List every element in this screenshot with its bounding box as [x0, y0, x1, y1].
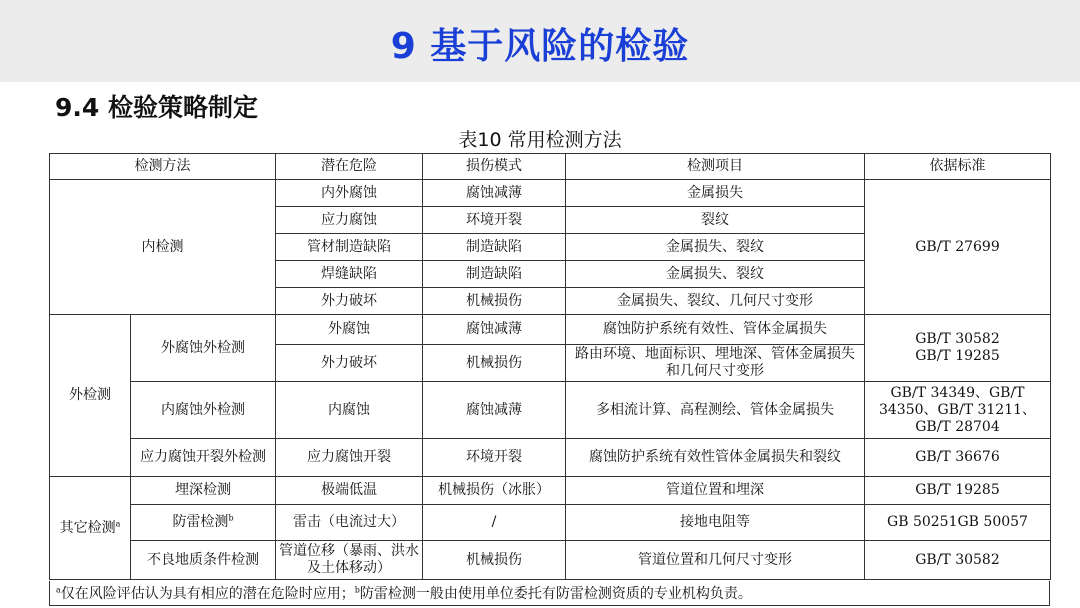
table-row [50, 541, 1051, 580]
item-cell: 金属损失、裂纹 [566, 234, 865, 261]
table-row [50, 180, 1051, 207]
item-cell: 金属损失 [566, 180, 865, 207]
item-cell: 路由环境、地面标识、埋地深、管体金属损失和几何尺寸变形 [566, 345, 865, 382]
column-header: 依据标准 [865, 154, 1051, 180]
hazard-cell: 外腐蚀 [276, 315, 423, 345]
item-cell: 金属损失、裂纹、几何尺寸变形 [566, 288, 865, 315]
method-group-label: 内检测 [50, 180, 276, 315]
hazard-cell: 外力破坏 [276, 345, 423, 382]
hazard-cell: 雷击（电流过大） [276, 505, 423, 541]
method-cell: 不良地质条件检测 [131, 541, 276, 580]
hazard-cell: 管材制造缺陷 [276, 234, 423, 261]
table-row [50, 439, 1051, 477]
damage-cell: 机械损伤 [423, 288, 566, 315]
standard-cell [865, 315, 1051, 382]
column-header: 检测项目 [566, 154, 865, 180]
footnote-text: 仅在风险评估认为具有相应的潜在危险时应用； [60, 586, 355, 602]
column-header: 损伤模式 [423, 154, 566, 180]
method-group-label [50, 477, 131, 580]
footnote-mark: a [115, 518, 121, 528]
table-row [50, 315, 1051, 345]
hazard-cell: 外力破坏 [276, 288, 423, 315]
group-label-text: 其它检测 [59, 519, 116, 536]
standard-cell: GB/T 30582 [865, 541, 1051, 580]
method-cell: 外腐蚀外检测 [131, 315, 276, 382]
table-row [50, 382, 1051, 439]
method-text: 防雷检测 [172, 514, 229, 530]
item-cell: 金属损失、裂纹 [566, 261, 865, 288]
method-cell: 应力腐蚀开裂外检测 [131, 439, 276, 477]
standard-cell: GB/T 34349、GB/T 34350、GB/T 31211、GB/T 28704 [865, 382, 1051, 439]
item-cell: 多相流计算、高程测绘、管体金属损失 [566, 382, 865, 439]
item-cell: 管道位置和几何尺寸变形 [566, 541, 865, 580]
hazard-cell: 管道位移（暴雨、洪水及土体移动） [276, 541, 423, 580]
section-heading: 9.4 检验策略制定 [55, 93, 258, 122]
standard-line: GB/T 30582 [915, 331, 1000, 347]
damage-cell: 环境开裂 [423, 439, 566, 477]
damage-cell: 腐蚀减薄 [423, 315, 566, 345]
item-cell: 接地电阻等 [566, 505, 865, 541]
footnote-mark: a [56, 585, 61, 595]
standard-cell: GB/T 27699 [865, 180, 1051, 315]
column-header: 潜在危险 [276, 154, 423, 180]
damage-cell: 机械损伤 [423, 541, 566, 580]
table-caption: 表10 常用检测方法 [458, 129, 622, 151]
table-footnote [49, 581, 1050, 606]
hazard-cell: 内腐蚀 [276, 382, 423, 439]
damage-cell: / [423, 505, 566, 541]
table-row [50, 477, 1051, 505]
damage-cell: 制造缺陷 [423, 234, 566, 261]
standard-cell: GB/T 19285 [865, 477, 1051, 505]
hazard-cell: 极端低温 [276, 477, 423, 505]
table-row [50, 505, 1051, 541]
method-cell [131, 505, 276, 541]
standard-cell: GB/T 36676 [865, 439, 1051, 477]
table-header-row [50, 154, 1051, 180]
footnote-text: 防雷检测一般由使用单位委托有防雷检测资质的专业机构负责。 [359, 586, 752, 602]
column-header: 检测方法 [50, 154, 276, 180]
method-group-label: 外检测 [50, 315, 131, 477]
inspection-methods-table [49, 153, 1051, 580]
standard-line: GB/T 19285 [915, 348, 1000, 364]
hazard-cell: 内外腐蚀 [276, 180, 423, 207]
damage-cell: 腐蚀减薄 [423, 180, 566, 207]
item-cell: 腐蚀防护系统有效性、管体金属损失 [566, 315, 865, 345]
damage-cell: 机械损伤（冰胀） [423, 477, 566, 505]
item-cell: 裂纹 [566, 207, 865, 234]
footnote-mark: b [228, 513, 234, 523]
damage-cell: 制造缺陷 [423, 261, 566, 288]
hazard-cell: 应力腐蚀 [276, 207, 423, 234]
standard-cell: GB 50251GB 50057 [865, 505, 1051, 541]
hazard-cell: 焊缝缺陷 [276, 261, 423, 288]
title-banner [0, 0, 1080, 82]
damage-cell: 环境开裂 [423, 207, 566, 234]
page-title: 9 基于风险的检验 [390, 26, 690, 67]
damage-cell: 腐蚀减薄 [423, 382, 566, 439]
item-cell: 管道位置和埋深 [566, 477, 865, 505]
damage-cell: 机械损伤 [423, 345, 566, 382]
method-cell: 埋深检测 [131, 477, 276, 505]
footnote-mark: b [354, 585, 360, 595]
item-cell: 腐蚀防护系统有效性管体金属损失和裂纹 [566, 439, 865, 477]
method-cell: 内腐蚀外检测 [131, 382, 276, 439]
hazard-cell: 应力腐蚀开裂 [276, 439, 423, 477]
